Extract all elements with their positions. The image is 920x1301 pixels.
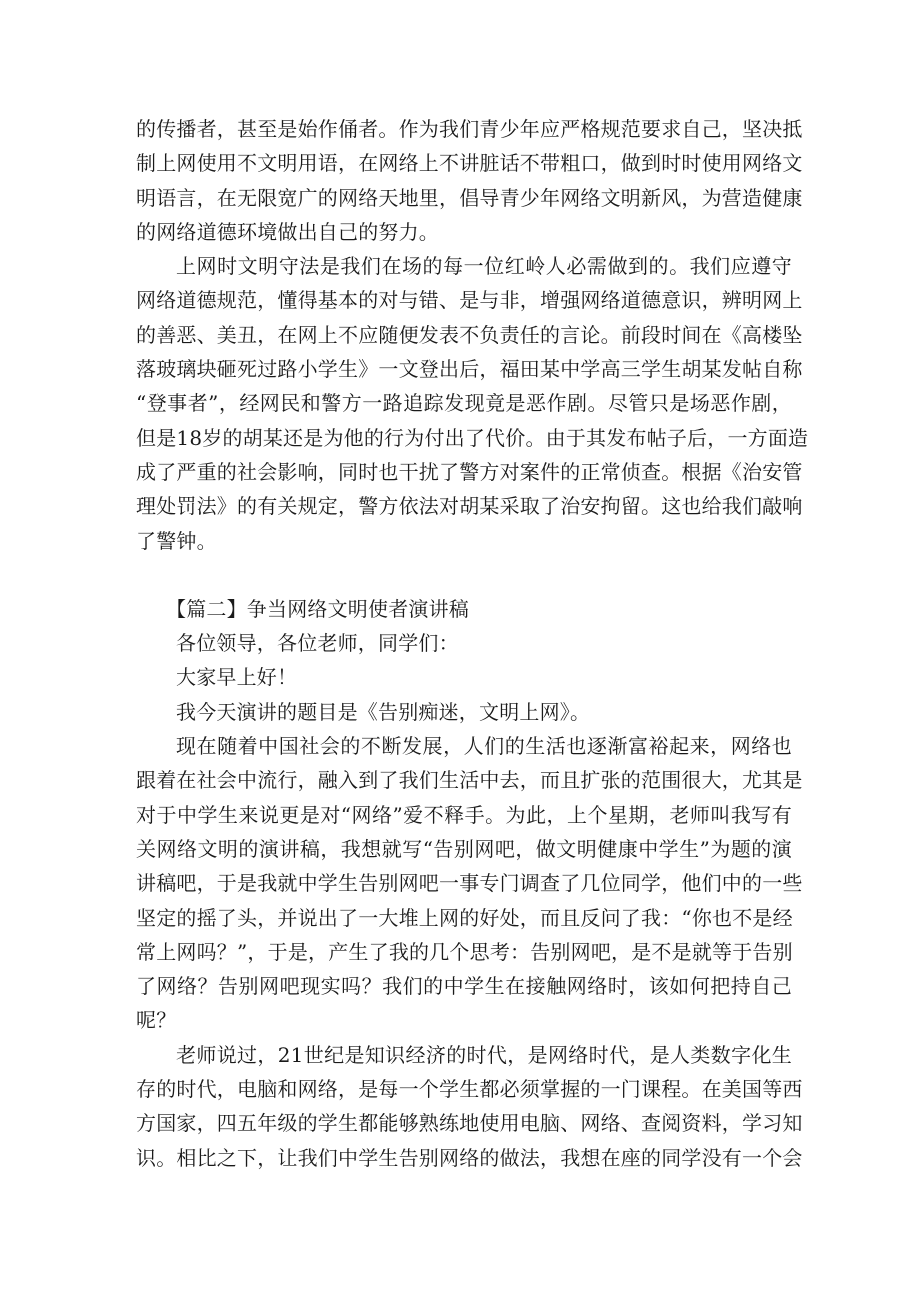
- section-heading: 【篇二】争当网络文明使者演讲稿: [166, 596, 469, 621]
- text-line: 明语言，在无限宽广的网络天地里，倡导青少年网络文明新风，为营造健康: [136, 185, 803, 210]
- document-page: [136, 112, 809, 1175]
- greeting-line: 各位领导，各位老师，同学们：: [176, 631, 459, 656]
- text-line: 的传播者，甚至是始作俑者。作为我们青少年应严格规范要求自己，坚决抵: [136, 117, 803, 141]
- text-line: “登事者”，经网民和警方一路追踪发现竟是恶作剧。尽管只是场恶作剧，: [136, 391, 792, 416]
- morning-greeting: 大家早上好！: [176, 665, 298, 690]
- text-line: 网络道德规范，懂得基本的对与错、是与非，增强网络道德意识，辨明网上: [136, 288, 803, 313]
- paragraph-2: [136, 249, 809, 558]
- text-line: 现在随着中国社会的不断发展，人们的生活也逐渐富裕起来，网络也: [176, 734, 792, 759]
- text-line: 跟着在社会中流行，融入到了我们生活中去，而且扩张的范围很大，尤其是: [136, 768, 803, 793]
- text-line: 制上网使用不文明用语，在网络上不讲脏话不带粗口，做到时时使用网络文: [136, 151, 803, 176]
- text-line: 方国家，四五年级的学生都能够熟练地使用电脑、网络、查阅资料，学习知: [136, 1111, 803, 1136]
- text-line: 坚定的摇了头，并说出了一大堆上网的好处，而且反问了我：“你也不是经: [136, 905, 793, 930]
- text-line: 对于中学生来说更是对“网络”爱不释手。为此，上个星期，老师叫我写有: [136, 802, 792, 827]
- text-line: 常上网吗？”，于是，产生了我的几个思考：告别网吧，是不是就等于告别: [136, 939, 793, 964]
- text-line: 老师说过，21世纪是知识经济的时代，是网络时代，是人类数字化生: [176, 1042, 792, 1067]
- text-line: 成了严重的社会影响，同时也干扰了警方对案件的正常侦查。根据《治安管: [136, 459, 803, 484]
- speech-topic: 我今天演讲的题目是《告别痴迷，文明上网》。: [176, 699, 591, 724]
- text-line: 识。相比之下，让我们中学生告别网络的做法，我想在座的同学没有一个会: [136, 1145, 803, 1170]
- paragraph-1: [136, 112, 803, 249]
- text-line: 的网络道德环境做出自己的努力。: [136, 219, 439, 244]
- text-line: 上网时文明守法是我们在场的每一位红岭人必需做到的。我们应遵守: [176, 254, 792, 279]
- text-line: 讲稿吧，于是我就中学生告别网吧一事专门调查了几位同学，他们中的一些: [136, 871, 803, 896]
- text-line: 但是18岁的胡某还是为他的行为付出了代价。由于其发布帖子后，一方面造: [136, 425, 809, 450]
- paragraph-3: [136, 729, 803, 1038]
- paragraph-4: [136, 1038, 803, 1175]
- text-line: 的善恶、美丑，在网上不应随便发表不负责任的言论。前段时间在《高楼坠: [136, 322, 803, 347]
- text-line: 呢？: [136, 1008, 177, 1033]
- text-line: 了警钟。: [136, 528, 217, 553]
- text-line: 了网络？告别网吧现实吗？我们的中学生在接触网络时，该如何把持自己: [136, 974, 792, 999]
- section-spacer: [136, 558, 792, 592]
- text-line: 落玻璃块砸死过路小学生》一文登出后，福田某中学高三学生胡某发帖自称: [136, 357, 803, 382]
- text-line: 存的时代，电脑和网络，是每一个学生都必须掌握的一门课程。在美国等西: [136, 1077, 803, 1102]
- text-line: 理处罚法》的有关规定，警方依法对胡某采取了治安拘留。这也给我们敲响: [136, 494, 803, 519]
- text-line: 关网络文明的演讲稿，我想就写“告别网吧，做文明健康中学生”为题的演: [136, 836, 792, 861]
